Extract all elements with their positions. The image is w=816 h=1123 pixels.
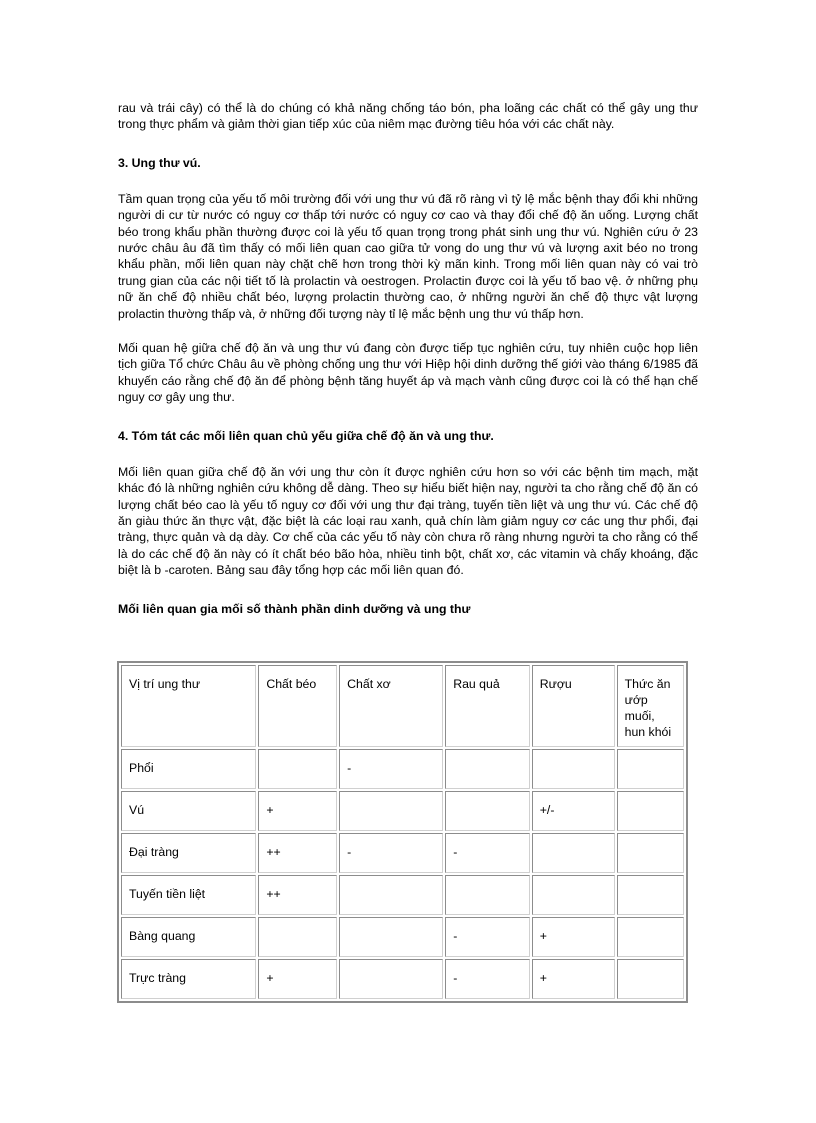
table-cell xyxy=(617,875,684,915)
table-row xyxy=(121,917,684,957)
table-cell: - xyxy=(445,917,530,957)
table-cell xyxy=(532,875,615,915)
header-cell: Chất xơ xyxy=(339,665,443,747)
table-row xyxy=(121,791,684,831)
section-3-paragraph-2: Mối quan hệ giữa chế độ ăn và ung thư vú đang còn được tiếp tục nghiên cứu, tuy nhiên cuộc họp liên tịch giữa Tổ chức Châu âu về phòng chống ung thư với Hiệp hội dinh dưỡng thế giới vào tháng 6/1985 đã khuyến cáo rằng chế độ ăn để phòng bệnh tăng huyết áp và mạch vành cũng được coi là có thể hạn chế nguy cơ gây ung thư. xyxy=(118,341,698,405)
table-cell xyxy=(339,791,443,831)
table-cell xyxy=(617,833,684,873)
nutrition-cancer-table xyxy=(117,661,688,1003)
table-cell: ++ xyxy=(258,875,337,915)
section-3-heading: 3. Ung thư vú. xyxy=(118,155,201,170)
table-cell xyxy=(532,833,615,873)
table-cell: Tuyến tiền liệt xyxy=(121,875,256,915)
table-cell: Vú xyxy=(121,791,256,831)
intro-paragraph: rau và trái cây) có thể là do chúng có khả năng chống táo bón, pha loãng các chất có thể gây ung thư trong thực phẩm và giảm thời gian tiếp xúc của niêm mạc đường tiêu hóa với các chất này. xyxy=(118,101,698,132)
table-cell: + xyxy=(258,959,337,999)
table-cell: - xyxy=(445,959,530,999)
table-cell: Phổi xyxy=(121,749,256,789)
section-3-paragraph-1: Tầm quan trọng của yếu tố môi trường đối với ung thư vú đã rõ ràng vì tỷ lệ mắc bệnh thay đổi khi những người di cư từ nước có nguy cơ thấp tới nước có nguy cơ cao và thay đổi chế độ ăn uống. Lượng chất béo trong khẩu phần thường được coi là yếu tố quan trọng trong phát sinh ung thư vú. Nghiên cứu ở 23 nước châu âu đã tìm thấy có mối liên quan cao giữa tử vong do ung thư vú và lượng axit béo no trong khẩu phần, mối liên quan này chặt chẽ hơn trong thời kỳ mãn kinh. Trong mối liên quan này có vai trò trung gian của các nội tiết tố là prolactin và oestrogen. Prolactin được coi là yếu tố bao vệ. ở những phụ nữ ăn chế độ nhiều chất béo, lượng prolactin thường cao, ở những người ăn chế độ thực vật lượng prolactin thường thấp và, ở những đối tượng này tỉ lệ mắc bệnh ung thư vú thấp hơn. xyxy=(118,191,698,321)
table-cell xyxy=(532,749,615,789)
header-cell: Vị trí ung thư xyxy=(121,665,256,747)
table-cell: ++ xyxy=(258,833,337,873)
header-cell: Rượu xyxy=(532,665,615,747)
table-cell: Trực tràng xyxy=(121,959,256,999)
table-row xyxy=(121,959,684,999)
table-title: Mối liên quan gia mối số thành phần dinh dưỡng và ung thư xyxy=(118,601,471,616)
table-cell xyxy=(445,749,530,789)
table-cell xyxy=(339,917,443,957)
table-cell: + xyxy=(532,917,615,957)
header-cell: Chất béo xyxy=(258,665,337,747)
table-cell: - xyxy=(445,833,530,873)
table-cell xyxy=(617,959,684,999)
table-cell xyxy=(445,875,530,915)
section-4-heading: 4. Tóm tát các mối liên quan chủ yếu giữa chế độ ăn và ung thư. xyxy=(118,428,494,443)
table-cell xyxy=(258,749,337,789)
table-cell xyxy=(339,959,443,999)
section-4-paragraph: Mối liên quan giữa chế độ ăn với ung thư còn ít được nghiên cứu hơn so với các bệnh tim mạch, mặt khác đó là những nghiên cứu không dễ dàng. Theo sự hiểu biết hiện nay, người ta cho rằng chế độ ăn có lượng chất béo cao là yếu tố nguy cơ đối với ung thư đại tràng, tuyến tiền liệt và ung thư vú. Các chế độ ăn giàu thức ăn thực vật, đặc biệt là các loại rau xanh, quả chín làm giảm nguy cơ các ung thư phổi, đại tràng, thực quản và dạ dày. Cơ chế của các yếu tố này còn chưa rõ ràng nhưng người ta cho rằng có thể là do các chế độ ăn này có ít chất béo bão hòa, nhiều tinh bột, chất xơ, các vitamin và chấy khoáng, đặc biệt là b -caroten. Bảng sau đây tổng hợp các mối liên quan đó. xyxy=(118,464,698,578)
table-header-row xyxy=(121,665,684,747)
table-cell: - xyxy=(339,749,443,789)
table-cell: + xyxy=(258,791,337,831)
table-cell: Đại tràng xyxy=(121,833,256,873)
table-cell xyxy=(445,791,530,831)
header-cell: Rau quả xyxy=(445,665,530,747)
header-cell: Thức ăn ướp muối, hun khói xyxy=(617,665,684,747)
table-row xyxy=(121,875,684,915)
table-cell: + xyxy=(532,959,615,999)
table-cell xyxy=(258,917,337,957)
table-cell: Bàng quang xyxy=(121,917,256,957)
table-cell: +/- xyxy=(532,791,615,831)
table-cell xyxy=(339,875,443,915)
table-cell xyxy=(617,749,684,789)
table-row xyxy=(121,833,684,873)
table-cell xyxy=(617,791,684,831)
table-cell xyxy=(617,917,684,957)
table-row xyxy=(121,749,684,789)
table-cell: - xyxy=(339,833,443,873)
document-page xyxy=(118,100,698,617)
